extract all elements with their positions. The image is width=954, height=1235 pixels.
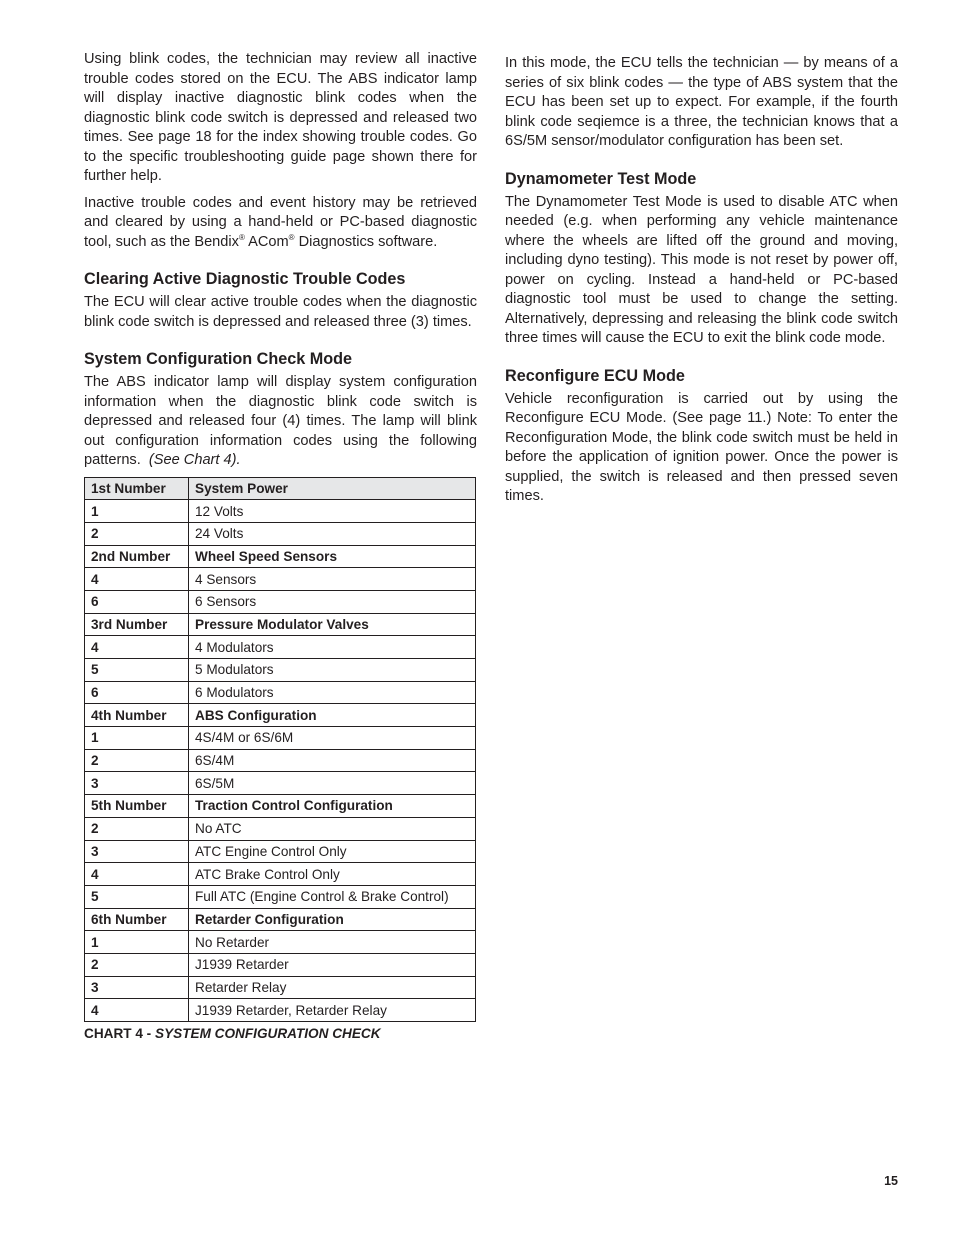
cell-code: 3 (85, 772, 189, 795)
table-row (85, 727, 476, 750)
cell-code: 2 (85, 522, 189, 545)
table-row (85, 863, 476, 886)
system-config-heading: System Configuration Check Mode (84, 350, 353, 368)
cell-code: 4 (85, 999, 189, 1022)
cell-code: 1st Number (85, 477, 189, 500)
cell-code: 3 (85, 840, 189, 863)
table-row (85, 522, 476, 545)
intro-p2-part-c: Diagnostics software. (294, 233, 438, 250)
table-row (85, 500, 476, 523)
cell-description: 6 Modulators (189, 681, 476, 704)
registered-mark-1: ® (238, 232, 245, 242)
cell-description: 6S/4M (189, 749, 476, 772)
table-row (85, 795, 476, 818)
table-row (85, 840, 476, 863)
table-row (85, 931, 476, 954)
intro-p2-part-a: Inactive trouble codes and event history may be retrieved and cleared by using a hand-held or PC-based diagnostic tool, such as the Bendix (84, 194, 477, 250)
table-row (85, 999, 476, 1022)
table-row (85, 953, 476, 976)
cell-description: 6S/5M (189, 772, 476, 795)
cell-description: Wheel Speed Sensors (189, 545, 476, 568)
intro-paragraph-1: Using blink codes, the technician may review all inactive trouble codes stored on the ECU. The ABS indicator lamp will display inactive diagnostic blink codes when the diagnostic blink code switch is depressed and released two times. See page 18 for the index showing trouble codes. Go to the specific troubleshooting guide page shown there for further help. (84, 51, 477, 184)
mode-intro-text: In this mode, the ECU tells the technician — by means of a series of six blink codes — the type of ABS system that the ECU has been set up to expect. For example, if the fourth blink code seqiemce is a three, the technician knows that a 6S/5M sensor/modulator configuration has been set. (505, 55, 898, 149)
dyno-section (505, 169, 898, 349)
caption-title: SYSTEM CONFIGURATION CHECK (155, 1026, 381, 1041)
dyno-text: The Dynamometer Test Mode is used to disable ATC when needed (e.g. when performing any vehicle maintenance where the wheels are lifted off the ground and moving, including dyno testing). This mode is not reset by power off, power on cycling. Instead a hand-held or PC-based diagnostic tool must be used to change the setting. Alternatively, depressing and releasing the blink code switch three times will cause the ECU to exit the blink code mode. (505, 193, 898, 346)
cell-code: 4 (85, 636, 189, 659)
cell-description: 5 Modulators (189, 659, 476, 682)
right-column (505, 54, 898, 507)
cell-description: System Power (189, 477, 476, 500)
cell-code: 5 (85, 659, 189, 682)
clearing-heading: Clearing Active Diagnostic Trouble Codes (84, 270, 406, 288)
cell-description: No ATC (189, 817, 476, 840)
table-row (85, 817, 476, 840)
cell-description: ATC Engine Control Only (189, 840, 476, 863)
cell-description: Traction Control Configuration (189, 795, 476, 818)
system-config-body: The ABS indicator lamp will display system configuration information when the diagnostic blink code switch is depressed and released four (4) times. The lamp will blink out configuration information codes using the following patterns. (84, 374, 477, 468)
cell-description: Retarder Relay (189, 976, 476, 999)
cell-description: Retarder Configuration (189, 908, 476, 931)
reconfigure-text: Vehicle reconfiguration is carried out by using the Reconfigure ECU Mode. (See page 11.) Note: To enter the Reconfiguration Mode, the blink code switch must be held in before the application of ignition power. Once the power is supplied, the switch is released and then pressed seven times. (505, 390, 898, 504)
cell-code: 5 (85, 885, 189, 908)
system-config-section (84, 349, 477, 1041)
cell-description: Full ATC (Engine Control & Brake Control) (189, 885, 476, 908)
table-row (85, 659, 476, 682)
reconfigure-section (505, 366, 898, 507)
cell-code: 1 (85, 931, 189, 954)
table-row (85, 885, 476, 908)
table-row (85, 681, 476, 704)
cell-description: No Retarder (189, 931, 476, 954)
intro-paragraph-2 (84, 194, 477, 253)
cell-code: 6 (85, 590, 189, 613)
cell-description: 12 Volts (189, 500, 476, 523)
cell-code: 4th Number (85, 704, 189, 727)
left-column (84, 50, 477, 1041)
table-row (85, 749, 476, 772)
dyno-heading: Dynamometer Test Mode (505, 169, 697, 188)
table-row (85, 545, 476, 568)
cell-description: 4 Sensors (189, 568, 476, 591)
cell-description: Pressure Modulator Valves (189, 613, 476, 636)
cell-description: 24 Volts (189, 522, 476, 545)
table-row (85, 477, 476, 500)
chart-reference: (See Chart 4). (148, 452, 241, 468)
clearing-section (84, 269, 477, 332)
cell-description: ATC Brake Control Only (189, 863, 476, 886)
cell-code: 2 (85, 817, 189, 840)
cell-description: J1939 Retarder, Retarder Relay (189, 999, 476, 1022)
cell-description: 4S/4M or 6S/6M (189, 727, 476, 750)
cell-code: 4 (85, 568, 189, 591)
intro-p2-part-b: ACom (244, 233, 289, 250)
table-row (85, 976, 476, 999)
clearing-text: The ECU will clear active trouble codes when the diagnostic blink code switch is depressed and released three (3) times. (84, 294, 477, 330)
cell-code: 3rd Number (85, 613, 189, 636)
cell-code: 5th Number (85, 795, 189, 818)
cell-code: 4 (85, 863, 189, 886)
table-row (85, 613, 476, 636)
cell-description: 6 Sensors (189, 590, 476, 613)
cell-code: 3 (85, 976, 189, 999)
table-row (85, 908, 476, 931)
cell-code: 1 (85, 727, 189, 750)
cell-description: J1939 Retarder (189, 953, 476, 976)
table-row (85, 568, 476, 591)
cell-description: 4 Modulators (189, 636, 476, 659)
cell-code: 2 (85, 749, 189, 772)
registered-mark-2: ® (288, 232, 295, 242)
cell-description: ABS Configuration (189, 704, 476, 727)
system-config-text (84, 373, 477, 471)
system-configuration-table (84, 477, 476, 1023)
cell-code: 2 (85, 953, 189, 976)
reconfigure-heading: Reconfigure ECU Mode (505, 366, 685, 385)
table-row (85, 772, 476, 795)
table-row (85, 704, 476, 727)
page-number: 15 (884, 1174, 898, 1188)
table-row (85, 636, 476, 659)
table-body (85, 477, 476, 1022)
caption-prefix: CHART 4 - (84, 1026, 155, 1041)
cell-code: 2nd Number (85, 545, 189, 568)
cell-code: 1 (85, 500, 189, 523)
chart-caption (84, 1026, 477, 1041)
cell-code: 6 (85, 681, 189, 704)
cell-code: 6th Number (85, 908, 189, 931)
table-row (85, 590, 476, 613)
